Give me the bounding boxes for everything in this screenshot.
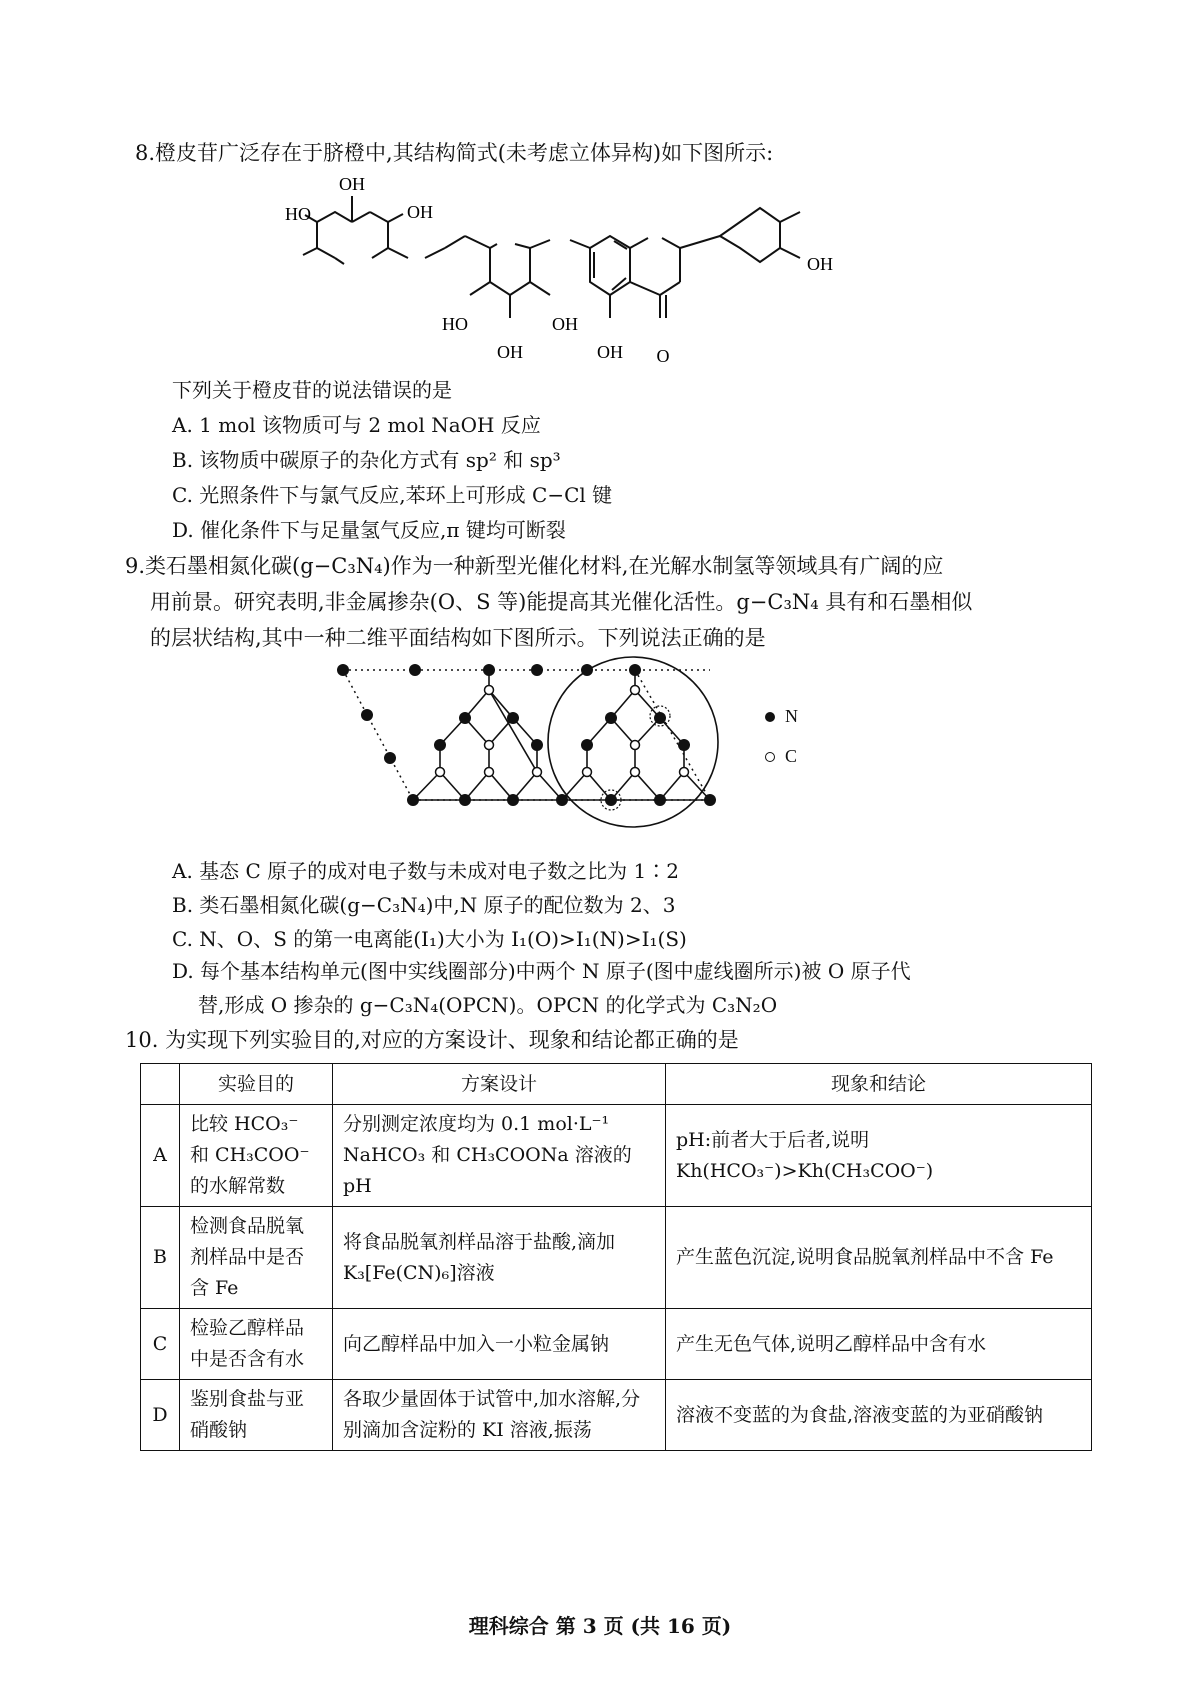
q9-option-c: C. N、O、S 的第一电离能(I₁)大小为 I₁(O)>I₁(N)>I₁(S) xyxy=(172,927,687,951)
q8-option-b: B. 该物质中碳原子的杂化方式有 sp² 和 sp³ xyxy=(172,448,561,472)
q9-stem-line2: 用前景。研究表明,非金属掺杂(O、S 等)能提高其光催化活性。g−C₃N₄ 具有和石墨相似 xyxy=(150,590,973,614)
oh-label: OH xyxy=(552,314,578,334)
row-design: 各取少量固体于试管中,加水溶解,分别滴加含淀粉的 KI 溶液,振荡 xyxy=(333,1380,666,1451)
header-design: 方案设计 xyxy=(333,1064,666,1105)
row-goal: 比较 HCO₃⁻ 和 CH₃COO⁻ 的水解常数 xyxy=(180,1105,333,1207)
header-goal: 实验目的 xyxy=(180,1064,333,1105)
header-result: 现象和结论 xyxy=(666,1064,1092,1105)
q8-question: 下列关于橙皮苷的说法错误的是 xyxy=(172,378,452,402)
table-row xyxy=(141,1380,1092,1451)
row-label: C xyxy=(141,1309,180,1380)
table-row xyxy=(141,1309,1092,1380)
table-row xyxy=(141,1207,1092,1309)
legend-n xyxy=(765,696,798,736)
row-result: pH:前者大于后者,说明 Kh(HCO₃⁻)>Kh(CH₃COO⁻) xyxy=(666,1105,1092,1207)
row-label: A xyxy=(141,1105,180,1207)
table-header-row xyxy=(141,1064,1092,1105)
row-label: D xyxy=(141,1380,180,1451)
row-result: 溶液不变蓝的为食盐,溶液变蓝的为亚硝酸钠 xyxy=(666,1380,1092,1451)
ho-label: HO xyxy=(285,204,311,224)
n-atom-icon xyxy=(765,712,775,722)
oh-label: OH xyxy=(497,342,523,362)
q10-stem: 10. 为实现下列实验目的,对应的方案设计、现象和结论都正确的是 xyxy=(125,1028,739,1052)
q9-option-b: B. 类石墨相氮化碳(g−C₃N₄)中,N 原子的配位数为 2、3 xyxy=(172,893,676,917)
legend xyxy=(765,696,798,776)
experiment-table xyxy=(140,1063,1092,1451)
row-goal: 检验乙醇样品中是否含有水 xyxy=(180,1309,333,1380)
row-goal: 鉴别食盐与亚硝酸钠 xyxy=(180,1380,333,1451)
q9-option-d-line1: D. 每个基本结构单元(图中实线圈部分)中两个 N 原子(图中虚线圈所示)被 O 原子代 xyxy=(172,959,911,983)
oh-label: OH xyxy=(407,202,433,222)
ho-label: HO xyxy=(442,314,468,334)
row-result: 产生无色气体,说明乙醇样品中含有水 xyxy=(666,1309,1092,1380)
q9-stem-line1: 9.类石墨相氮化碳(g−C₃N₄)作为一种新型光催化材料,在光解水制氢等领域具有广阔的应 xyxy=(125,554,944,578)
q9-stem-line3: 的层状结构,其中一种二维平面结构如下图所示。下列说法正确的是 xyxy=(150,626,766,650)
row-goal: 检测食品脱氧剂样品中是否含 Fe xyxy=(180,1207,333,1309)
page-footer: 理科综合 第 3 页 (共 16 页) xyxy=(468,1614,732,1638)
oh-label: OH xyxy=(339,174,365,194)
row-result: 产生蓝色沉淀,说明食品脱氧剂样品中不含 Fe xyxy=(666,1207,1092,1309)
legend-n-label: N xyxy=(785,706,798,726)
c-atom-icon xyxy=(765,752,775,762)
q8-option-d: D. 催化条件下与足量氢气反应,π 键均可断裂 xyxy=(172,518,566,542)
q9-option-a: A. 基态 C 原子的成对电子数与未成对电子数之比为 1∶2 xyxy=(172,859,679,883)
row-design: 向乙醇样品中加入一小粒金属钠 xyxy=(333,1309,666,1380)
ketone-o-label: O xyxy=(656,346,670,366)
q8-option-a: A. 1 mol 该物质可与 2 mol NaOH 反应 xyxy=(172,413,541,437)
header-label xyxy=(141,1064,180,1105)
oh-label: OH xyxy=(807,254,833,274)
table-row xyxy=(141,1105,1092,1207)
oh-label: OH xyxy=(597,342,623,362)
q8-stem: 8.橙皮苷广泛存在于脐橙中,其结构简式(未考虑立体异构)如下图所示: xyxy=(135,141,774,165)
legend-c-label: C xyxy=(785,746,798,766)
row-design: 分别测定浓度均为 0.1 mol·L⁻¹ NaHCO₃ 和 CH₃COONa 溶液的 pH xyxy=(333,1105,666,1207)
q9-option-d-line2: 替,形成 O 掺杂的 g−C₃N₄(OPCN)。OPCN 的化学式为 C₃N₂O xyxy=(198,993,778,1017)
hesperidin-structure xyxy=(280,168,880,373)
legend-c xyxy=(765,736,798,776)
q8-option-c: C. 光照条件下与氯气反应,苯环上可形成 C−Cl 键 xyxy=(172,483,613,507)
row-design: 将食品脱氧剂样品溶于盐酸,滴加 K₃[Fe(CN)₆]溶液 xyxy=(333,1207,666,1309)
g-c3n4-structure xyxy=(330,650,750,875)
row-label: B xyxy=(141,1207,180,1309)
